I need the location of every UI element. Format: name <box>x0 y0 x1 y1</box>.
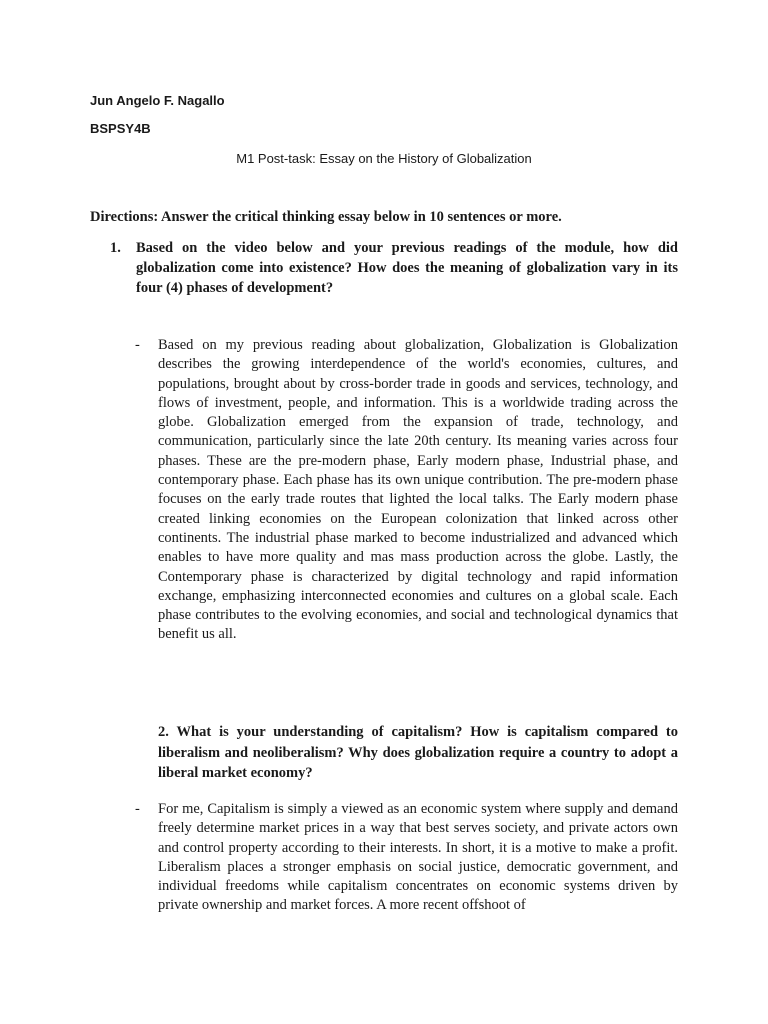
answer-2 <box>135 800 678 916</box>
question-1 <box>110 238 678 298</box>
essay-title: M1 Post-task: Essay on the History of Globalization <box>236 151 532 166</box>
question-2-text: 2. What is your understanding of capitalism? How is capitalism compared to liberalism and neoliberalism? Why does globalization require a country to adopt a liberal market economy? <box>158 724 678 781</box>
section-code: BSPSY4B <box>90 121 151 136</box>
author-name: Jun Angelo F. Nagallo <box>90 93 225 108</box>
directions: Directions: Answer the critical thinking essay below in 10 sentences or more. <box>90 209 562 225</box>
answer-1-bullet: - <box>135 337 140 353</box>
answer-2-text: For me, Capitalism is simply a viewed as an economic system where supply and demand freely determine market prices in a way that best serves society, and private actors own and control property according to their interests. In short, it is a motive to make a profit. Liberalism places a stronger emphasis on social justice, democratic government, and individual freedoms while capitalism concentrates on economic systems driven by private ownership and market forces. A more recent offshoot of <box>158 801 678 914</box>
answer-2-bullet: - <box>135 801 140 817</box>
question-1-number: 1. <box>110 240 121 256</box>
question-1-text: Based on the video below and your previous readings of the module, how did globalization come into existence? How does the meaning of globalization vary in its four (4) phases of development? <box>136 240 678 296</box>
answer-1 <box>135 336 678 645</box>
answer-1-text: Based on my previous reading about globalization, Globalization is Globalization describes the growing interdependence of the world's economies, cultures, and populations, brought about by cross-border trade in goods and services, technology, and flows of investment, people, and information. This is a worldwide trading across the globe. Globalization emerged from the expansion of trade, technology, and communication, particularly since the late 20th century. Its meaning varies across four phases. These are the pre-modern phase, Early modern phase, Industrial phase, and contemporary phase. Each phase has its own unique contribution. The pre-modern phase focuses on the early trade routes that lighted the local talks. The Early modern phase created linking economies on the European colonization that linked across other continents. The industrial phase marked to become industrialized and advanced which enables to have more quality and mas mass production across the globe. Lastly, the Contemporary phase is characterized by digital technology and rapid information exchange, emphasizing interconnected economies and cultures on a global scale. Each phase contributes to the evolving economies, and social and technological dynamics that benefit us all. <box>158 337 678 643</box>
